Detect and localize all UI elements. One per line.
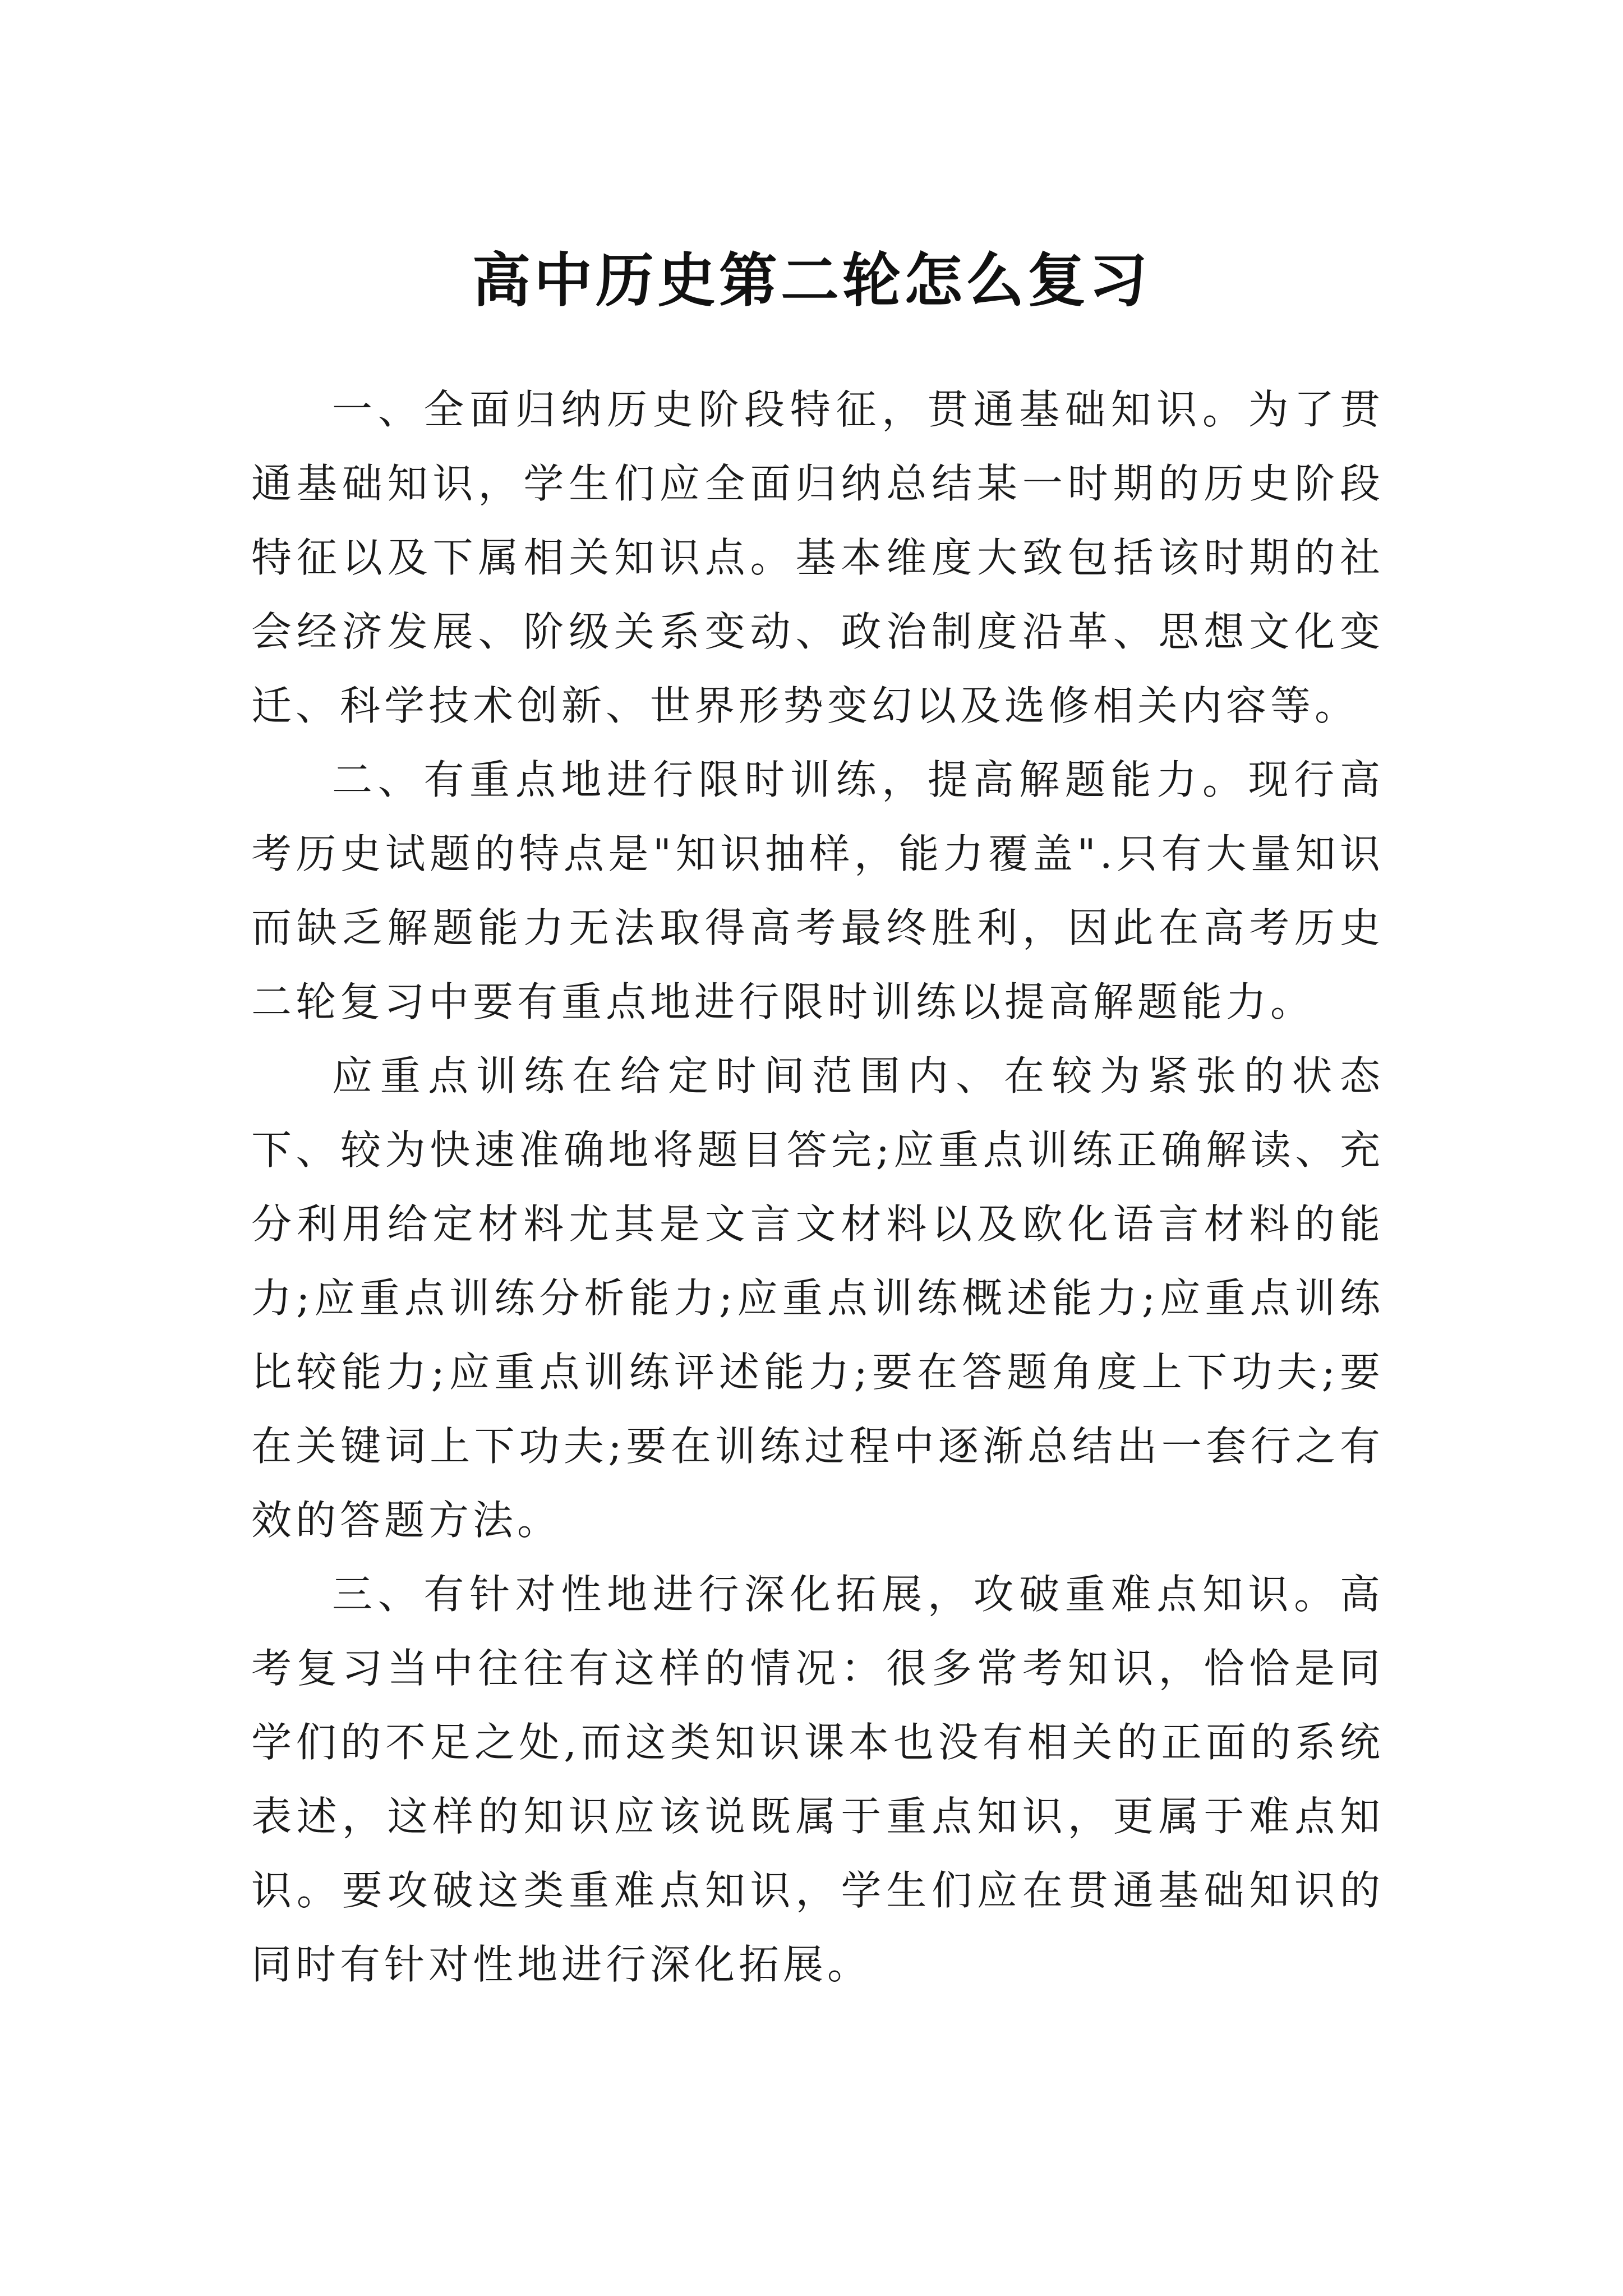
paragraph-1: 一、全面归纳历史阶段特征，贯通基础知识。为了贯通基础知识，学生们应全面归纳总结某一时期的历史阶段特征以及下属相关知识点。基本维度大致包括该时期的社会经济发展、阶级关系变动、政治制度沿革、思想文化变迁、科学技术创新、世界形势变幻以及选修相关内容等。 — [251, 386, 1384, 729]
document-title: 高中历史第二轮怎么复习 — [472, 245, 1151, 315]
paragraph-2: 二、有重点地进行限时训练，提高解题能力。现行高考历史试题的特点是"知识抽样，能力覆盖".只有大量知识而缺乏解题能力无法取得高考最终胜利，因此在高考历史二轮复习中要有重点地进行限时训练以提高解题能力。 — [251, 756, 1384, 1025]
paragraph-3: 应重点训练在给定时间范围内、在较为紧张的状态下、较为快速准确地将题目答完;应重点训练正确解读、充分利用给定材料尤其是文言文材料以及欧化语言材料的能力;应重点训练分析能力;应重点训练概述能力;应重点训练比较能力;应重点训练评述能力;要在答题角度上下功夫;要在关键词上下功夫;要在训练过程中逐渐总结出一套行之有效的答题方法。 — [251, 1052, 1384, 1544]
document-body — [251, 372, 1384, 2001]
paragraph-4: 三、有针对性地进行深化拓展，攻破重难点知识。高考复习当中往往有这样的情况：很多常考知识，恰恰是同学们的不足之处,而这类知识课本也没有相关的正面的系统表述，这样的知识应该说既属于重点知识，更属于难点知识。要攻破这类重难点知识，学生们应在贯通基础知识的同时有针对性地进行深化拓展。 — [251, 1571, 1384, 1988]
